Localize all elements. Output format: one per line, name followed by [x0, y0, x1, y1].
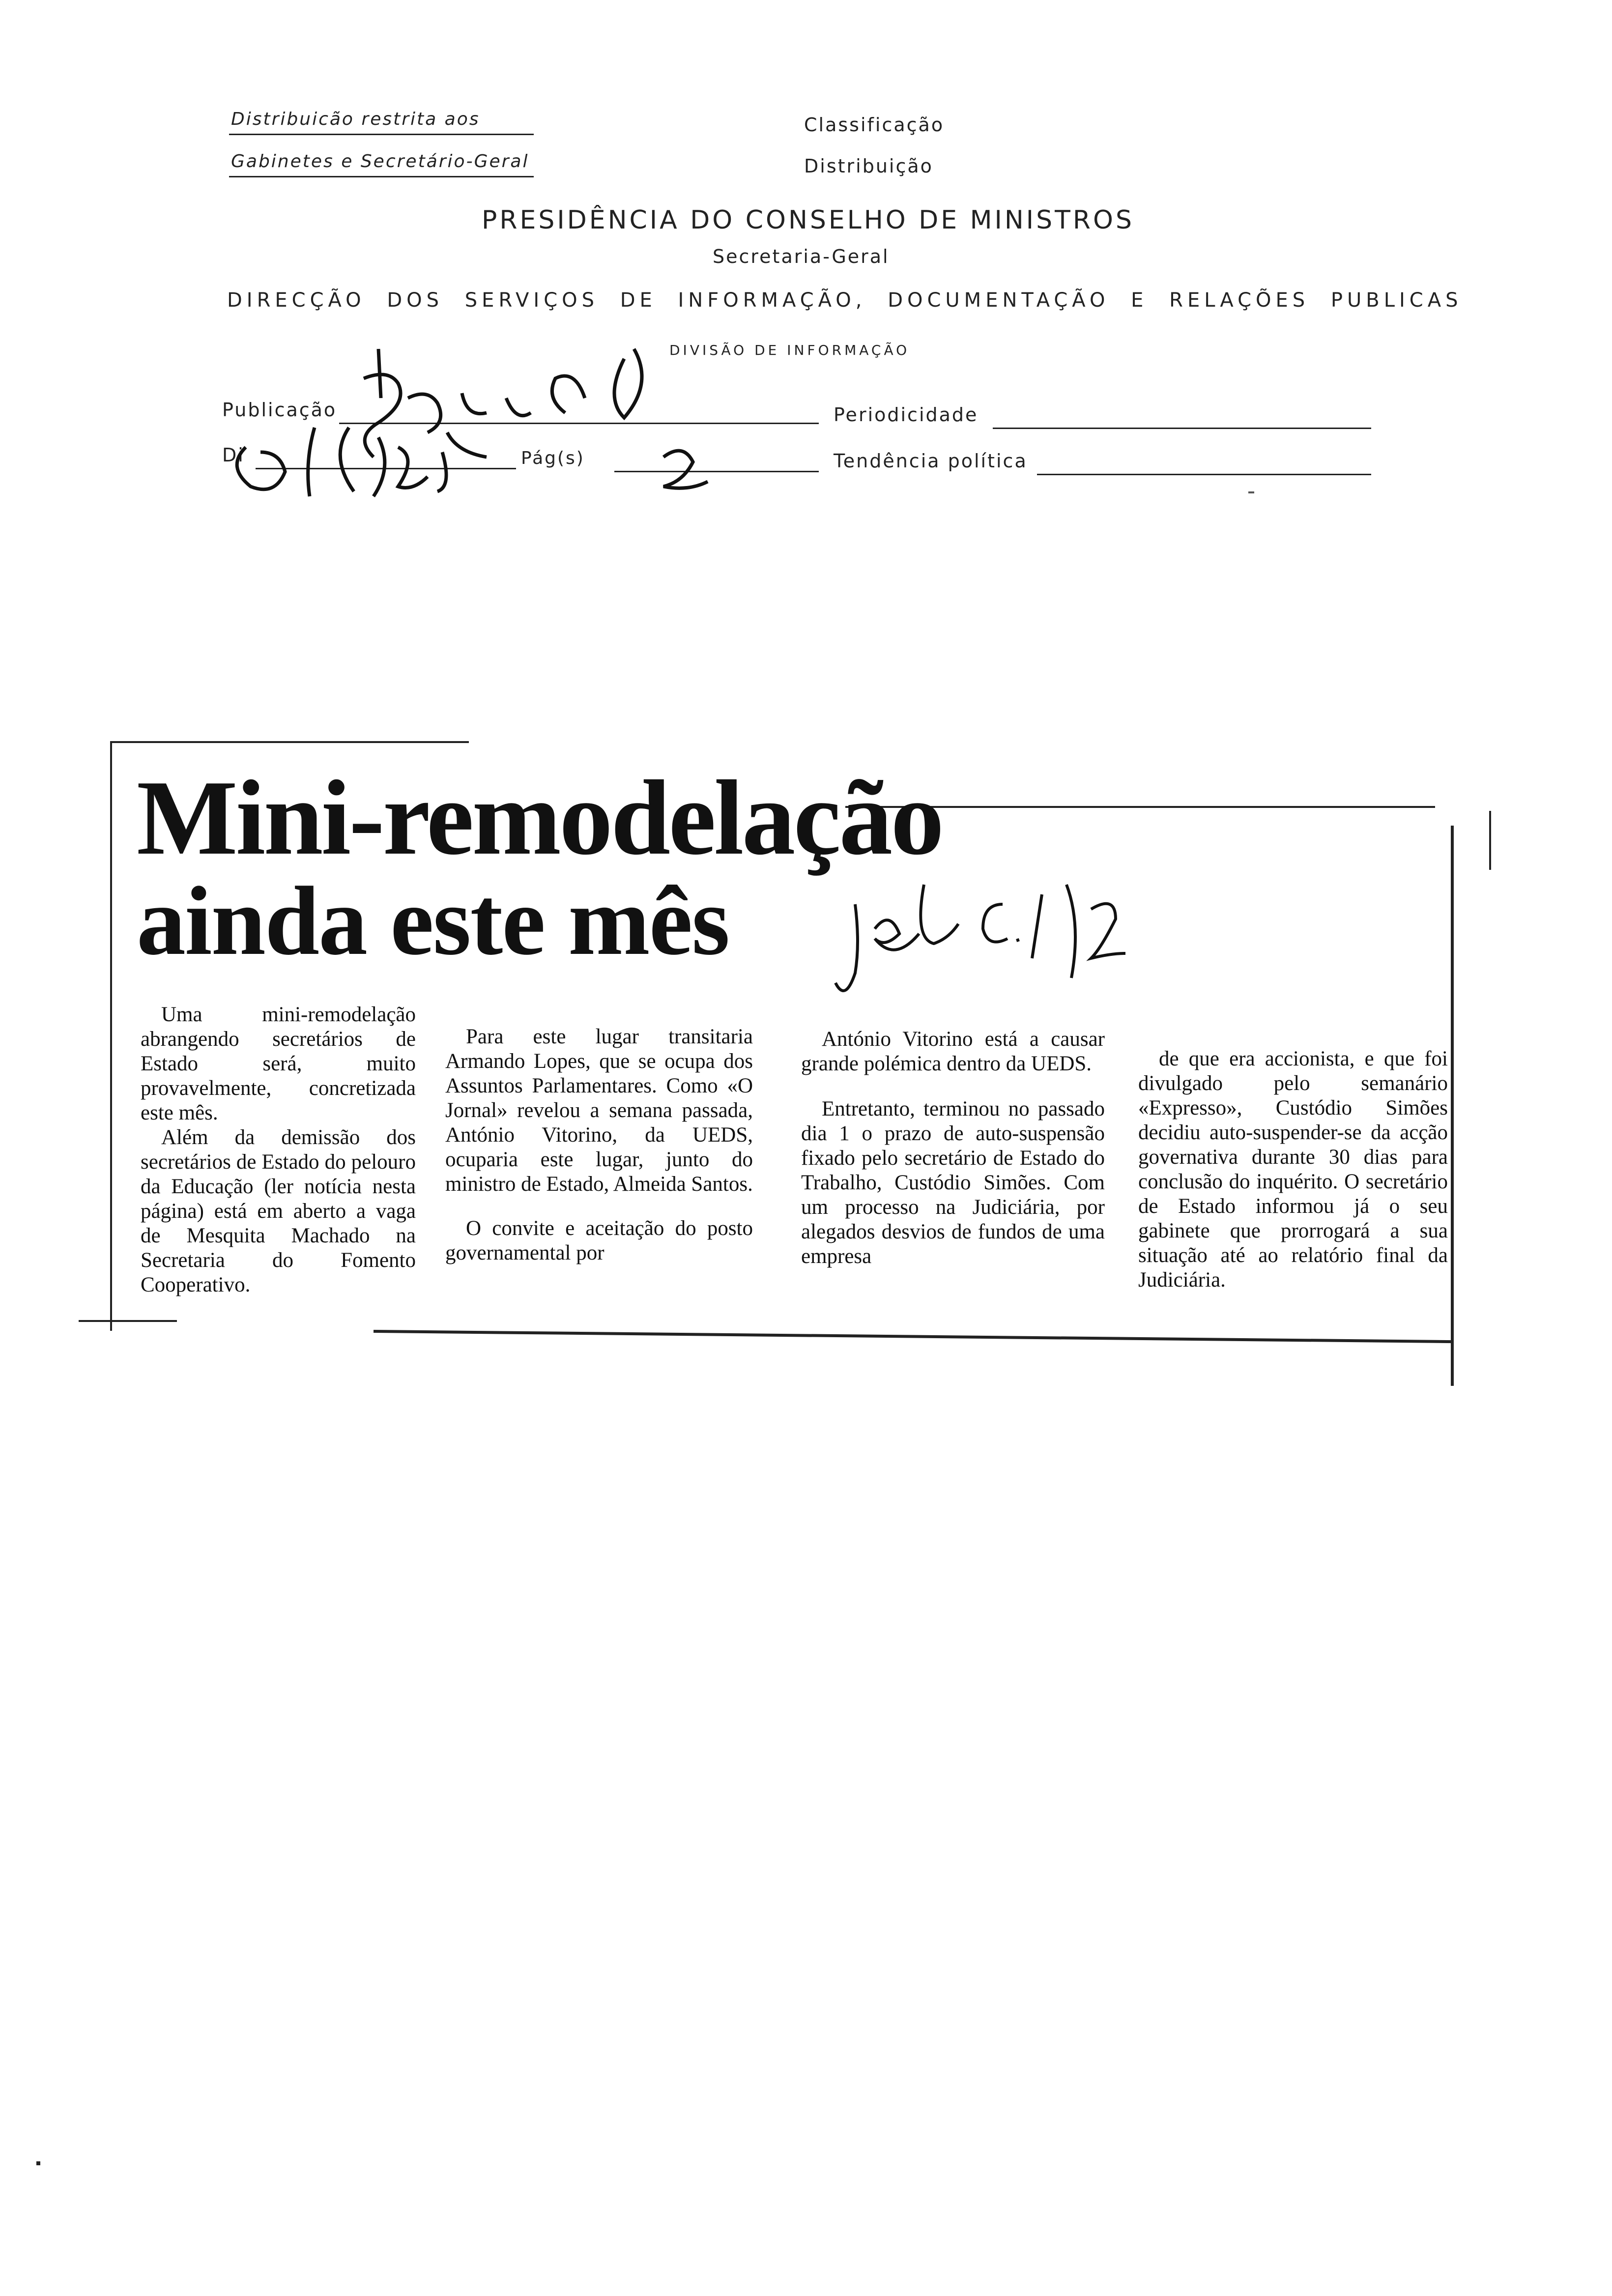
clipping-bottom-border — [374, 1330, 1453, 1343]
publication-label: Publicação — [222, 399, 337, 421]
paragraph: Uma mini-remodelação abrangendo secretários de Estado será, muito provavelmente, concretizada este mês. — [141, 1003, 416, 1124]
scan-speck — [1248, 491, 1254, 493]
paragraph: Entretanto, terminou no passado dia 1 o prazo de auto-suspensão fixado pelo secretário de Estado do Trabalho, Custódio Simões. Com um processo na Judiciária, por alegados desvios de fundos de uma empresa — [801, 1097, 1105, 1268]
handwritten-publication-scribble — [231, 339, 781, 506]
division-label: DIVISÃO DE INFORMAÇÃO — [669, 342, 910, 358]
pages-label: Pág(s) — [521, 448, 585, 468]
paragraph: Além da demissão dos secretários de Estado do pelouro da Educação (ler notícia nesta página) está em aberto a vaga de Mesquita Machado na Secretaria do Fomento Cooperativo. — [141, 1126, 416, 1296]
periodicity-field-line — [993, 428, 1371, 429]
scan-speck — [36, 2161, 40, 2165]
directorate-label: DIRECÇÃO DOS SERVIÇOS DE INFORMAÇÃO, DOCUMENTAÇÃO E RELAÇÕES PUBLICAS — [227, 289, 1463, 312]
clipping-top-border — [110, 741, 469, 743]
underline — [229, 134, 534, 135]
paragraph: António Vitorino está a causar grande polémica dentro da UEDS. — [801, 1028, 1105, 1075]
article-column-4 — [1138, 1047, 1448, 1292]
distribution-restriction-line1: Distribuicão restrita aos — [231, 109, 480, 129]
political-tendency-field-line — [1037, 474, 1371, 475]
underline — [229, 176, 534, 177]
paragraph: Para este lugar transitaria Armando Lopes, que se ocupa dos Assuntos Parlamentares. Como «O Jornal» revelou a semana passada, António Vitorino, da UEDS, ocuparia este lugar, junto do ministro de Estado, Almeida Santos. — [445, 1025, 753, 1196]
handwritten-clipping-annotation — [826, 865, 1130, 1012]
presidency-title: PRESIDÊNCIA DO CONSELHO DE MINISTROS — [482, 205, 1134, 235]
article-column-3 — [801, 1027, 1105, 1269]
date-label: Di — [222, 444, 245, 466]
classification-label: Classificação — [804, 114, 945, 136]
article-column-2 — [445, 1025, 753, 1265]
headline-line2: ainda este mês — [137, 867, 729, 976]
secretariat-label: Secretaria-Geral — [713, 246, 890, 267]
scan-edge-mark — [1489, 811, 1491, 870]
distribution-label: Distribuição — [804, 155, 933, 177]
political-tendency-label: Tendência política — [834, 450, 1028, 472]
clipping-bottom-border-left — [79, 1320, 177, 1322]
headline-line1: Mini-remodelação — [137, 759, 943, 877]
clipping-right-border — [1451, 826, 1454, 1386]
distribution-restriction-line2: Gabinetes e Secretário-Geral — [231, 151, 529, 172]
article-column-1 — [141, 1003, 416, 1297]
clipping-left-border — [110, 741, 112, 1331]
paragraph: O convite e aceitação do posto governamental por — [445, 1217, 753, 1264]
paragraph: de que era accionista, e que foi divulgado pelo semanário «Expresso», Custódio Simões decidiu auto-suspender-se da acção governativa durante 30 dias para conclusão do inquérito. O secretário de Estado informou já o seu gabinete que prorrogará a sua situação até ao relatório final da Judiciária. — [1138, 1047, 1448, 1292]
periodicity-label: Periodicidade — [834, 404, 979, 426]
